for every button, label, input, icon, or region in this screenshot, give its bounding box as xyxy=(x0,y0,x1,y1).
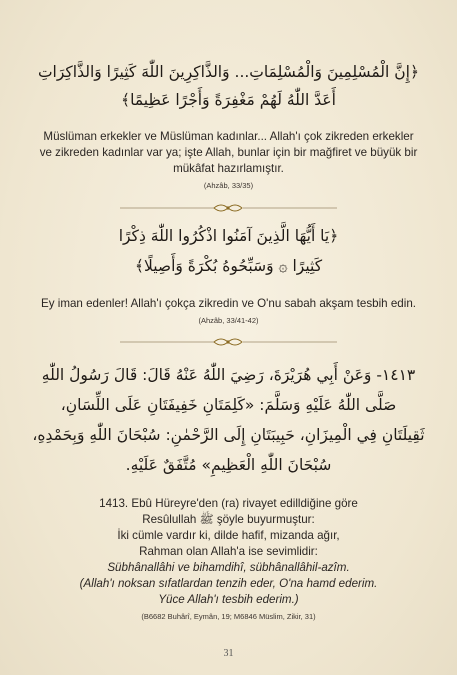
translation-block-1 xyxy=(0,129,457,177)
translation-line: Müslüman erkekler ve Müslüman kadınlar... Allah'ı çok zikreden erkekler xyxy=(43,130,414,143)
translation-line: Ey iman edenler! Allah'ı çokça zikredin ve O'nu sabah akşam tesbih edin. xyxy=(41,297,416,310)
arabic-hadith-line: سُبْحَانَ اللّٰهِ الْعَظِيمِ» مُتَّفَقٌ عَلَيْهِ. xyxy=(125,456,332,474)
translation-block-2 xyxy=(0,296,457,312)
arabic-hadith-line: ١٤١٣- وَعَنْ أَبِي هُرَيْرَةَ، رَضِيَ اللّٰهُ عَنْهُ قَالَ: قَالَ رَسُولُ اللّٰهِ xyxy=(41,366,416,384)
translation-line: Resûlullah ﷺ şöyle buyurmuştur: xyxy=(142,513,315,526)
source-ref-3 xyxy=(0,612,457,621)
verse-block-2 xyxy=(0,221,457,281)
source-ref-1 xyxy=(0,181,457,190)
meaning-line: (Allah'ı noksan sıfatlardan tenzih eder, O'na hamd ederim. xyxy=(79,577,378,590)
translation-line: mükâfat hazırlamıştır. xyxy=(173,162,284,175)
verse-block-1 xyxy=(0,58,457,114)
source-reference: (Ahzâb, 33/41-42) xyxy=(198,316,259,325)
source-reference: (B6682 Buhârî, Eymân, 19; M6846 Müslim, Zikir, 31) xyxy=(141,612,316,621)
transliteration-line: Sübhânallâhi ve bihamdihî, sübhânallâhil-azîm. xyxy=(107,561,350,574)
translation-line: 1413. Ebû Hüreyre'den (ra) rivayet edilldiğine göre xyxy=(99,497,358,510)
arabic-verse-line: ﴿إِنَّ الْمُسْلِمِينَ وَالْمُسْلِمَاتِ... وَالذَّاكِرِينَ اللّٰهَ كَثِيرًا وَالذَّاكِرَاتِ xyxy=(37,63,420,81)
ornamental-divider xyxy=(0,201,457,215)
source-ref-2 xyxy=(0,316,457,325)
arabic-hadith-line: ثَقِيلَتَانِ فِي الْمِيزَانِ، حَبِيبَتَانِ إِلَى الرَّحْمٰنِ: سُبْحَانَ اللّٰهِ وَبِحَمْدِهِ، xyxy=(32,426,425,444)
hadith-arabic-block xyxy=(0,360,457,480)
meaning-line: Yüce Allah'ı tesbih ederim.) xyxy=(158,593,299,606)
arabic-verse-line: أَعَدَّ اللّٰهُ لَهُمْ مَغْفِرَةً وَأَجْرًا عَظِيمًا﴾ xyxy=(121,91,336,109)
arabic-verse-line: ﴿يَا أَيُّهَا الَّذِينَ آمَنُوا اذْكُرُوا اللّٰهَ ذِكْرًا xyxy=(118,227,339,245)
arabic-hadith-line: صَلَّى اللّٰهُ عَلَيْهِ وَسَلَّمَ: «كَلِمَتَانِ خَفِيفَتَانِ عَلَى اللِّسَانِ، xyxy=(60,396,397,414)
ornamental-divider xyxy=(0,335,457,349)
translation-line: ve zikreden kadınlar var ya; işte Allah, bunlar için bir mağfiret ve büyük bir xyxy=(39,146,418,159)
hadith-translation-block xyxy=(0,496,457,608)
translation-line: İki cümle vardır ki, dilde hafif, mizanda ağır, xyxy=(117,529,340,542)
arabic-verse-line: كَثِيرًا ۞ وَسَبِّحُوهُ بُكْرَةً وَأَصِيلًا﴾ xyxy=(134,257,323,275)
translation-line: Rahman olan Allah'a ise sevimlidir: xyxy=(139,545,318,558)
page-number: 31 xyxy=(223,648,234,659)
source-reference: (Ahzâb, 33/35) xyxy=(203,181,254,190)
